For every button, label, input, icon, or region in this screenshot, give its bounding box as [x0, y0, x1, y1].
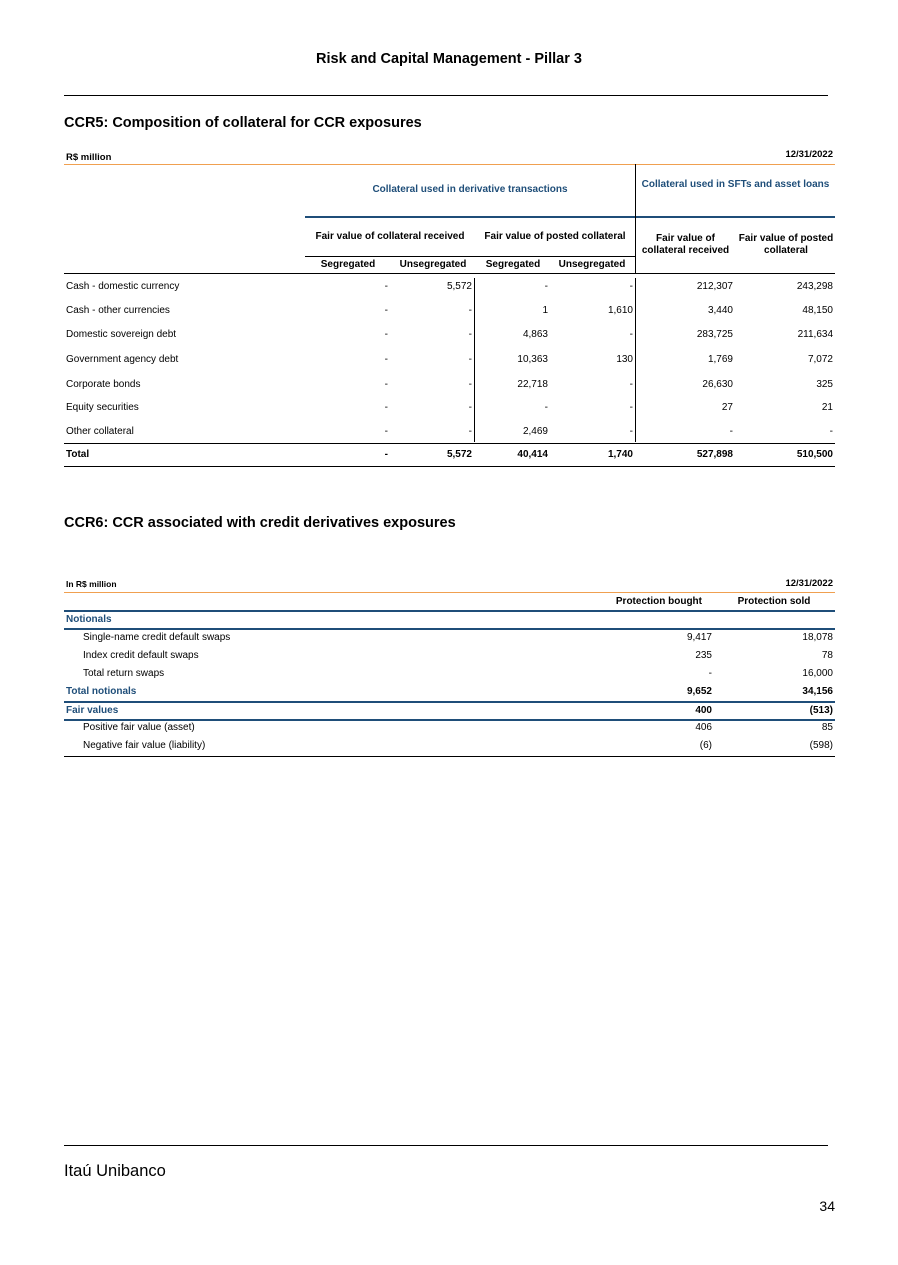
- ccr6-row-label: Negative fair value (liability): [83, 740, 206, 751]
- ccr6-row-label: Total return swaps: [83, 668, 165, 679]
- ccr5-cell: -: [468, 305, 472, 316]
- ccr5-cell: -: [384, 426, 388, 437]
- ccr6-fair-values-bought: 400: [695, 705, 712, 716]
- ccr5-cell: 3,440: [707, 305, 733, 316]
- ccr5-cell: -: [468, 379, 472, 390]
- ccr5-cell: 21: [821, 402, 833, 413]
- ccr5-cell: 48,150: [802, 305, 833, 316]
- ccr5-total-label: Total: [66, 449, 90, 460]
- ccr6-row-label: Index credit default swaps: [83, 650, 199, 661]
- ccr5-cell: -: [384, 329, 388, 340]
- ccr5-cell: 7,072: [807, 354, 833, 365]
- ccr6-row-bought: -: [708, 668, 712, 679]
- ccr5-cell: -: [468, 426, 472, 437]
- ccr6-fair-values-sold: (513): [809, 705, 833, 716]
- ccr5-cell: 212,307: [696, 281, 733, 292]
- ccr5-sub-divider: [635, 216, 636, 273]
- ccr5-group-rule: [305, 216, 835, 218]
- ccr6-total-notionals-sold: 34,156: [802, 686, 833, 697]
- ccr5-sub-rule: [305, 256, 635, 257]
- ccr5-group-derivative: Collateral used in derivative transactions: [372, 184, 568, 195]
- ccr5-seg-2: Segregated: [485, 259, 541, 270]
- ccr5-title: CCR5: Composition of collateral for CCR exposures: [64, 115, 422, 131]
- ccr5-cell: 243,298: [796, 281, 833, 292]
- ccr5-group-divider: [635, 164, 636, 218]
- ccr5-cell: -: [629, 379, 633, 390]
- ccr5-cell: -: [468, 354, 472, 365]
- ccr6-row-bought: 406: [695, 722, 712, 733]
- ccr5-cell: 5,572: [446, 281, 472, 292]
- ccr5-cell: -: [468, 402, 472, 413]
- ccr5-cell: 211,634: [797, 329, 833, 340]
- ccr5-group-sft: Collateral used in SFTs and asset loans: [641, 179, 830, 190]
- ccr5-cell: 283,725: [696, 329, 733, 340]
- ccr5-row-label: Equity securities: [66, 402, 139, 413]
- ccr5-unseg-1: Unsegregated: [399, 259, 467, 270]
- ccr5-cell: -: [729, 426, 733, 437]
- ccr6-row-sold: 85: [821, 722, 833, 733]
- ccr5-date: 12/31/2022: [785, 149, 833, 160]
- ccr5-total-top-rule: [64, 443, 835, 444]
- ccr5-cell: -: [544, 402, 548, 413]
- page-number: 34: [819, 1198, 835, 1214]
- ccr6-bottom-rule: [64, 756, 835, 757]
- ccr5-total-cell: 5,572: [446, 449, 472, 460]
- header-rule: [64, 95, 828, 96]
- ccr5-cell: -: [384, 305, 388, 316]
- ccr5-cell: -: [829, 426, 833, 437]
- ccr6-row-bought: 9,417: [686, 632, 712, 643]
- ccr5-cell: -: [384, 354, 388, 365]
- ccr6-col-bought: Protection bought: [615, 596, 702, 607]
- ccr5-sub-received: Fair value of collateral received: [315, 231, 465, 242]
- ccr5-row-label: Other collateral: [66, 426, 134, 437]
- ccr5-cell: -: [629, 329, 633, 340]
- ccr5-cell: -: [384, 379, 388, 390]
- ccr5-unit: R$ million: [66, 152, 112, 163]
- ccr6-date: 12/31/2022: [785, 578, 833, 589]
- ccr6-row-sold: 18,078: [802, 632, 833, 643]
- ccr6-total-notionals-label: Total notionals: [66, 686, 137, 697]
- ccr5-total-cell: 1,740: [607, 449, 633, 460]
- ccr5-cell: 4,863: [522, 329, 548, 340]
- ccr5-total-cell: 40,414: [517, 449, 548, 460]
- ccr6-row-sold: 16,000: [802, 668, 833, 679]
- ccr5-total-cell: 510,500: [796, 449, 833, 460]
- ccr5-cell: -: [544, 281, 548, 292]
- ccr6-fair-values-label: Fair values: [66, 705, 119, 716]
- ccr5-cell: 130: [616, 354, 633, 365]
- ccr5-row-label: Government agency debt: [66, 354, 179, 365]
- ccr6-header-rule: [64, 610, 835, 612]
- ccr5-sub-posted: Fair value of posted collateral: [484, 231, 626, 242]
- ccr5-row-label: Cash - other currencies: [66, 305, 170, 316]
- footer-brand: Itaú Unibanco: [64, 1162, 166, 1180]
- ccr6-notionals-label: Notionals: [66, 614, 112, 625]
- ccr6-unit: In R$ million: [66, 579, 117, 589]
- ccr6-total-notionals-rule: [64, 701, 835, 703]
- ccr5-cell: -: [384, 281, 388, 292]
- footer-rule: [64, 1145, 828, 1146]
- ccr5-cell: 1: [542, 305, 548, 316]
- ccr5-cell: 10,363: [517, 354, 548, 365]
- ccr5-top-rule: [64, 164, 835, 165]
- ccr6-col-sold: Protection sold: [737, 596, 811, 607]
- ccr6-fair-values-rule: [64, 719, 835, 721]
- ccr6-row-sold: (598): [809, 740, 833, 751]
- ccr5-cell: 1,610: [607, 305, 633, 316]
- ccr6-total-notionals-bought: 9,652: [686, 686, 712, 697]
- ccr5-col-divider-1: [474, 278, 475, 442]
- ccr5-bottom-rule: [64, 466, 835, 467]
- ccr6-notionals-rule: [64, 628, 835, 630]
- ccr5-total-cell: 527,898: [696, 449, 733, 460]
- ccr6-row-bought: 235: [695, 650, 712, 661]
- ccr6-top-rule: [64, 592, 835, 593]
- ccr6-row-sold: 78: [821, 650, 833, 661]
- ccr5-seg-1: Segregated: [320, 259, 376, 270]
- ccr6-title: CCR6: CCR associated with credit derivatives exposures: [64, 515, 456, 531]
- ccr5-cell: -: [629, 426, 633, 437]
- ccr5-sub-sft-posted: Fair value of posted collateral: [738, 233, 834, 256]
- ccr5-cell: -: [384, 402, 388, 413]
- ccr5-col-divider-2: [635, 278, 636, 442]
- ccr5-row-label: Domestic sovereign debt: [66, 329, 177, 340]
- ccr5-cell: 325: [816, 379, 833, 390]
- ccr5-sub-sft-received: Fair value of collateral received: [641, 233, 730, 256]
- ccr5-cell: -: [629, 402, 633, 413]
- ccr6-row-label: Single-name credit default swaps: [83, 632, 231, 643]
- ccr5-cell: 1,769: [707, 354, 733, 365]
- ccr6-row-bought: (6): [699, 740, 712, 751]
- ccr6-row-label: Positive fair value (asset): [83, 722, 195, 733]
- ccr5-cell: 2,469: [522, 426, 548, 437]
- ccr5-row-label: Corporate bonds: [66, 379, 141, 390]
- ccr5-header-rule: [64, 273, 835, 274]
- ccr5-unseg-2: Unsegregated: [558, 259, 626, 270]
- page-title: Risk and Capital Management - Pillar 3: [316, 51, 582, 67]
- ccr5-cell: 26,630: [702, 379, 733, 390]
- ccr5-cell: 22,718: [517, 379, 548, 390]
- ccr5-cell: 27: [721, 402, 733, 413]
- ccr5-row-label: Cash - domestic currency: [66, 281, 180, 292]
- ccr5-cell: -: [468, 329, 472, 340]
- ccr5-cell: -: [629, 281, 633, 292]
- ccr5-total-cell: -: [384, 449, 388, 460]
